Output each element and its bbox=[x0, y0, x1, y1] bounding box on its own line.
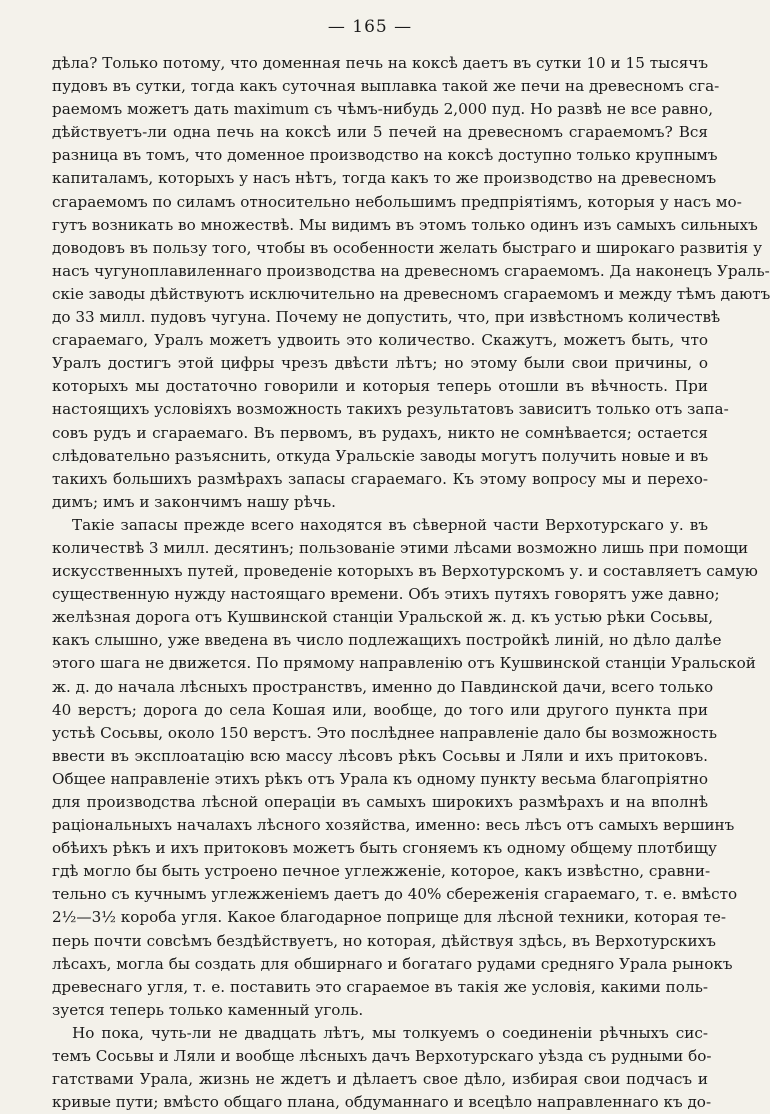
text-line: устьѣ Сосьвы, около 150 верстъ. Это послѣднее направленіе дало бы возможность bbox=[52, 723, 717, 742]
text-line: дѣйствуетъ-ли одна печь на коксѣ или 5 печей на древесномъ сгараемомъ? Вся bbox=[52, 123, 708, 142]
text-line: зуется теперь только каменный уголь. bbox=[52, 1000, 364, 1019]
text-line: такихъ большихъ размѣрахъ запасы сгараемаго. Къ этому вопросу мы и перехо- bbox=[52, 469, 708, 488]
text-line: желѣзная дорога отъ Кушвинской станціи Уральской ж. д. къ устью рѣки Сосьвы, bbox=[52, 608, 714, 627]
text-line: раемомъ можетъ дать maximum съ чѣмъ-нибудь 2,000 пуд. Но развѣ не все равно, bbox=[52, 100, 714, 119]
text-line: перь почти совсѣмъ бездѣйствуетъ, но которая, дѣйствуя здѣсь, въ Верхотурскихъ bbox=[52, 931, 716, 950]
text-line: ж. д. до начала лѣсныхъ пространствъ, именно до Павдинской дачи, всего только bbox=[52, 677, 714, 696]
text-line: димъ; имъ и закончимъ нашу рѣчь. bbox=[52, 492, 336, 511]
text-line: пудовъ въ сутки, тогда какъ суточная выплавка такой же печи на древесномъ сга- bbox=[52, 77, 720, 96]
text-line: настоящихъ условіяхъ возможность такихъ результатовъ зависитъ только отъ запа- bbox=[52, 400, 729, 419]
text-line: какъ слышно, уже введена въ число подлежащихъ постройкѣ линій, но дѣло далѣе bbox=[52, 631, 722, 650]
text-line: сгараемаго, Уралъ можетъ удвоить это количество. Скажутъ, можетъ быть, что bbox=[52, 331, 708, 350]
text-line: которыхъ мы достаточно говорили и которыя теперь отошли въ вѣчность. При bbox=[52, 377, 708, 396]
text-line: количествѣ 3 милл. десятинъ; пользованіе этими лѣсами возможно лишь при помощи bbox=[52, 538, 749, 557]
text-line: раціональныхъ началахъ лѣсного хозяйства, именно: весь лѣсъ отъ самыхъ вершинъ bbox=[52, 816, 735, 835]
text-line: доводовъ въ пользу того, чтобы въ особенности желать быстраго и широкаго развитія у bbox=[52, 238, 763, 257]
text-line: обѣихъ рѣкъ и ихъ притоковъ можетъ быть сгоняемъ къ одному общему плотбищу bbox=[52, 839, 717, 858]
text-line: этого шага не движется. По прямому направленію отъ Кушвинской станціи Уральской bbox=[52, 654, 756, 673]
text-line: 2½—3½ короба угля. Какое благодарное поприще для лѣсной техники, которая те- bbox=[52, 908, 726, 927]
text-line: Общее направленіе этихъ рѣкъ отъ Урала къ одному пункту весьма благопріятно bbox=[52, 769, 708, 788]
text-line: искусственныхъ путей, проведеніе которыхъ въ Верхотурскомъ у. и составляетъ самую bbox=[52, 562, 758, 581]
page-number: — 165 — bbox=[327, 17, 413, 37]
text-line: гутъ возникать во множествѣ. Мы видимъ въ этомъ только одинъ изъ самыхъ сильныхъ bbox=[52, 215, 758, 234]
text-line: гатствами Урала, жизнь не ждетъ и дѣлаетъ свое дѣло, избирая свои подчасъ и bbox=[52, 1070, 708, 1089]
text-line: дѣла? Только потому, что доменная печь на коксѣ даетъ въ сутки 10 и 15 тысячъ bbox=[52, 54, 708, 72]
text-line: лѣсахъ, могла бы создать для обширнаго и богатаго рудами средняго Урала рынокъ bbox=[52, 954, 733, 973]
text-line: до 33 милл. пудовъ чугуна. Почему не допустить, что, при извѣстномъ количествѣ bbox=[52, 308, 721, 327]
text-line: темъ Сосьвы и Ляли и вообще лѣсныхъ дачъ Верхотурскаго уѣзда съ рудными бо- bbox=[52, 1047, 712, 1066]
text-line: тельно съ кучнымъ углежженіемъ даетъ до 40% сбереженія сгараемаго, т. е. вмѣсто bbox=[52, 885, 738, 904]
text-line: для производства лѣсной операціи въ самыхъ широкихъ размѣрахъ и на вполнѣ bbox=[52, 793, 708, 811]
text-line: Уралъ достигъ этой цифры чрезъ двѣсти лѣтъ; но этому были свои причины, о bbox=[52, 354, 708, 373]
body-text bbox=[52, 52, 770, 1114]
text-line: 40 верстъ; дорога до села Кошая или, вообще, до того или другого пункта при bbox=[52, 700, 708, 719]
text-line: совъ рудъ и сгараемаго. Въ первомъ, въ рудахъ, никто не сомнѣвается; остается bbox=[52, 423, 708, 442]
text-line: древеснаго угля, т. е. поставить это сгараемое въ такія же условія, какими поль- bbox=[52, 977, 708, 996]
text-line: слѣдовательно разъяснить, откуда Уральскіе заводы могутъ получить новые и въ bbox=[52, 446, 709, 465]
text-line: ввести въ эксплоатацію всю массу лѣсовъ рѣкъ Сосьвы и Ляли и ихъ притоковъ. bbox=[52, 746, 708, 765]
text-line: сгараемомъ по силамъ относительно небольшимъ предпріятіямъ, которыя у насъ мо- bbox=[52, 192, 742, 211]
text-line: кривые пути; вмѣсто общаго плана, обдуманнаго и всецѣло направленнаго къ до- bbox=[52, 1093, 712, 1112]
text-line: существенную нужду настоящаго времени. Объ этихъ путяхъ говорятъ уже давно; bbox=[52, 585, 720, 604]
text-line: скіе заводы дѣйствуютъ исключительно на древесномъ сгараемомъ и между тѣмъ даютъ bbox=[52, 284, 770, 303]
text-line: насъ чугуноплавиленнаго производства на древесномъ сгараемомъ. Да наконецъ Ураль- bbox=[52, 261, 770, 280]
text-line: Но пока, чуть-ли не двадцать лѣтъ, мы толкуемъ о соединеніи рѣчныхъ сис- bbox=[72, 1023, 708, 1042]
text-line: разница въ томъ, что доменное производство на коксѣ доступно только крупнымъ bbox=[52, 146, 718, 165]
text-line: капиталамъ, которыхъ у насъ нѣтъ, тогда какъ то же производство на древесномъ bbox=[52, 169, 717, 188]
text-line: Такіе запасы прежде всего находятся въ сѣверной части Верхотурскаго у. въ bbox=[72, 515, 708, 534]
text-line: гдѣ могло бы быть устроено печное углежженіе, которое, какъ извѣстно, сравни- bbox=[52, 862, 711, 881]
